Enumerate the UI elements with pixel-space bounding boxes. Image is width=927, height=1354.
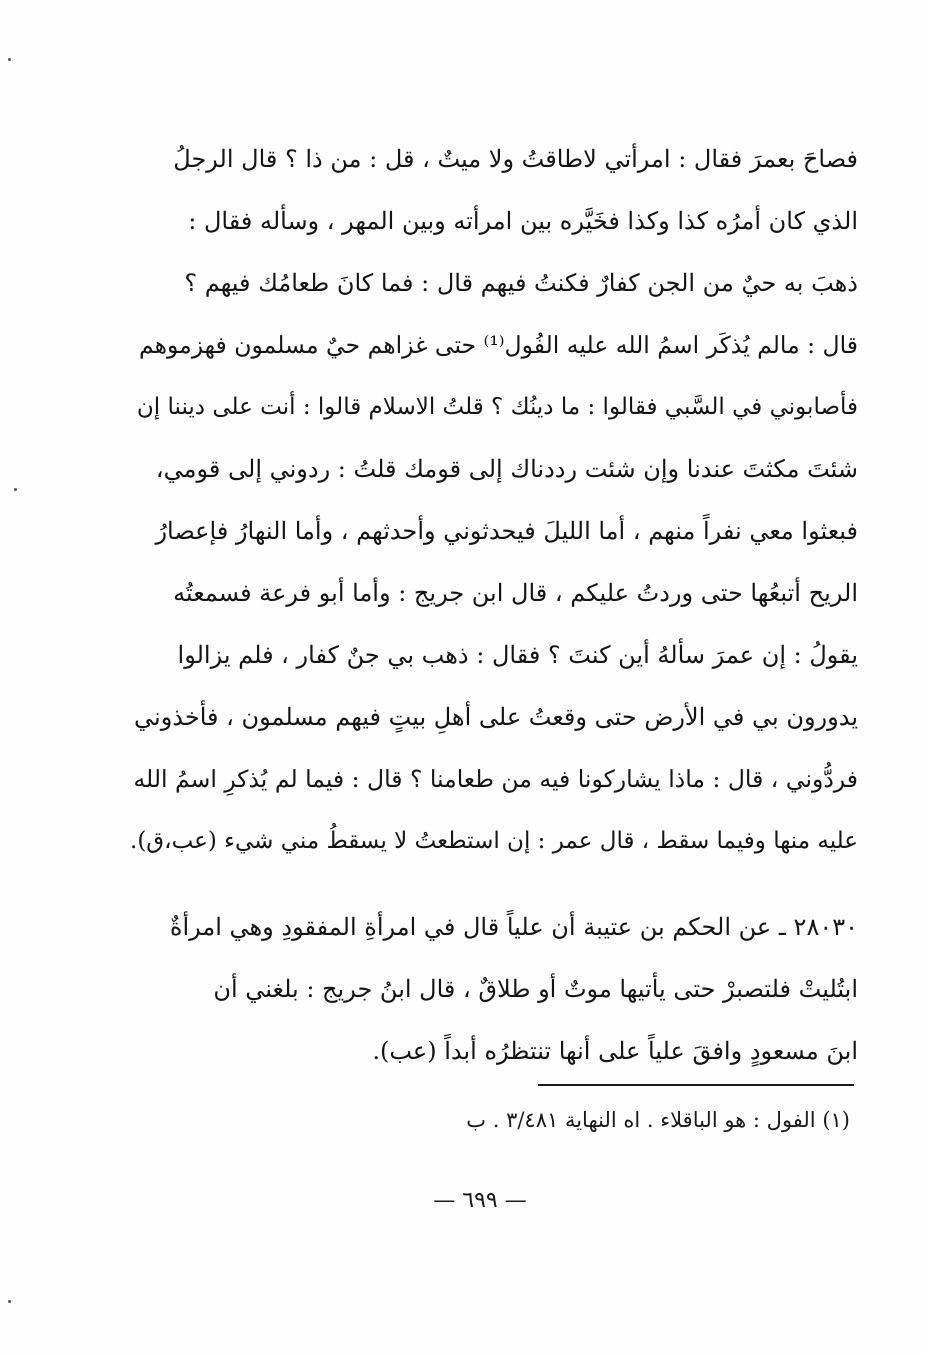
text-line: ابنَ مسعودٍ وافقَ علياً على أنها تنتظرُه أبداً (عب). [372, 1037, 858, 1065]
text-line: فردُّوني ، قال : ماذا يشاركونا فيه من طعامنا ؟ قال : فيما لم يُذكرِ اسمُ الله [133, 765, 858, 793]
text-line: فأصابوني في السَّبي فقالوا : ما دينُك ؟ قلتُ الاسلام قالوا : أنت على ديننا إن [136, 394, 858, 420]
text-line: شئتَ مكثتَ عندنا وإن شئت رددناك إلى قومك قلتُ : ردوني إلى قومي، [155, 455, 858, 483]
text-line: الذي كان أمرُه كذا وكذا فخَيَّره بين امرأته وبين المهر ، وسأله فقال : [188, 207, 858, 235]
text-line: الريح أتبعُها حتى وردتُ عليكم ، قال ابن جريج : وأما أبو فرعة فسمعتُه [173, 579, 858, 607]
paper-speck [8, 58, 11, 61]
hadith-paragraph [128, 896, 858, 1082]
text-line: فبعثوا معي نفراً منهم ، أما الليلَ فيحدثوني وأحدثهم ، وأما النهارُ فإعصارُ [155, 517, 858, 545]
main-paragraph [128, 128, 858, 872]
footnote: (١) الفول : هو الباقلاء . اه النهاية ٣/٤٨١ . ب [466, 1108, 850, 1132]
text-line: قال : مالم يُذكَر اسمُ الله عليه الفُول⁽¹⁾ حتى غزاهم حيٌ مسلمون فهزموهم [138, 331, 858, 359]
text-line: ٢٨٠٣٠ ـ عن الحكم بن عتيبة أن علياً قال في امرأةِ المفقودِ وهي امرأةٌ [169, 913, 858, 941]
text-line: فصاحَ بعمرَ فقال : امرأتي لاطاقتُ ولا ميتٌ ، قل : من ذا ؟ قال الرجلُ [173, 145, 858, 173]
text-line: ذهبَ به حيٌ من الجن كفارٌ فكنتُ فيهم قال : فما كانَ طعامُك فيهم ؟ [184, 269, 858, 297]
paper-speck [14, 488, 17, 491]
text-line: يدورون بي في الأرض حتى وقعتُ على أهلِ بيتٍ فيهم مسلمون ، فأخذوني [134, 703, 858, 731]
footnote-separator [538, 1084, 854, 1086]
text-line: عليه منها وفيما سقط ، قال عمر : إن استطعتُ لا يسقطُ مني شيء (عب،ق). [130, 828, 858, 854]
text-line: ابتُليتْ فلتصبرْ حتى يأتيها موتٌ أو طلاقٌ ، قال ابنُ جريج : بلغني أن [213, 975, 858, 1003]
page-number: — ٦٩٩ — [433, 1188, 527, 1213]
paper-speck [8, 1300, 11, 1303]
text-line: يقولُ : إن عمرَ سألهُ أين كنتَ ؟ فقال : ذهب بي جنٌ كفار ، فلم يزالوا [177, 641, 858, 669]
